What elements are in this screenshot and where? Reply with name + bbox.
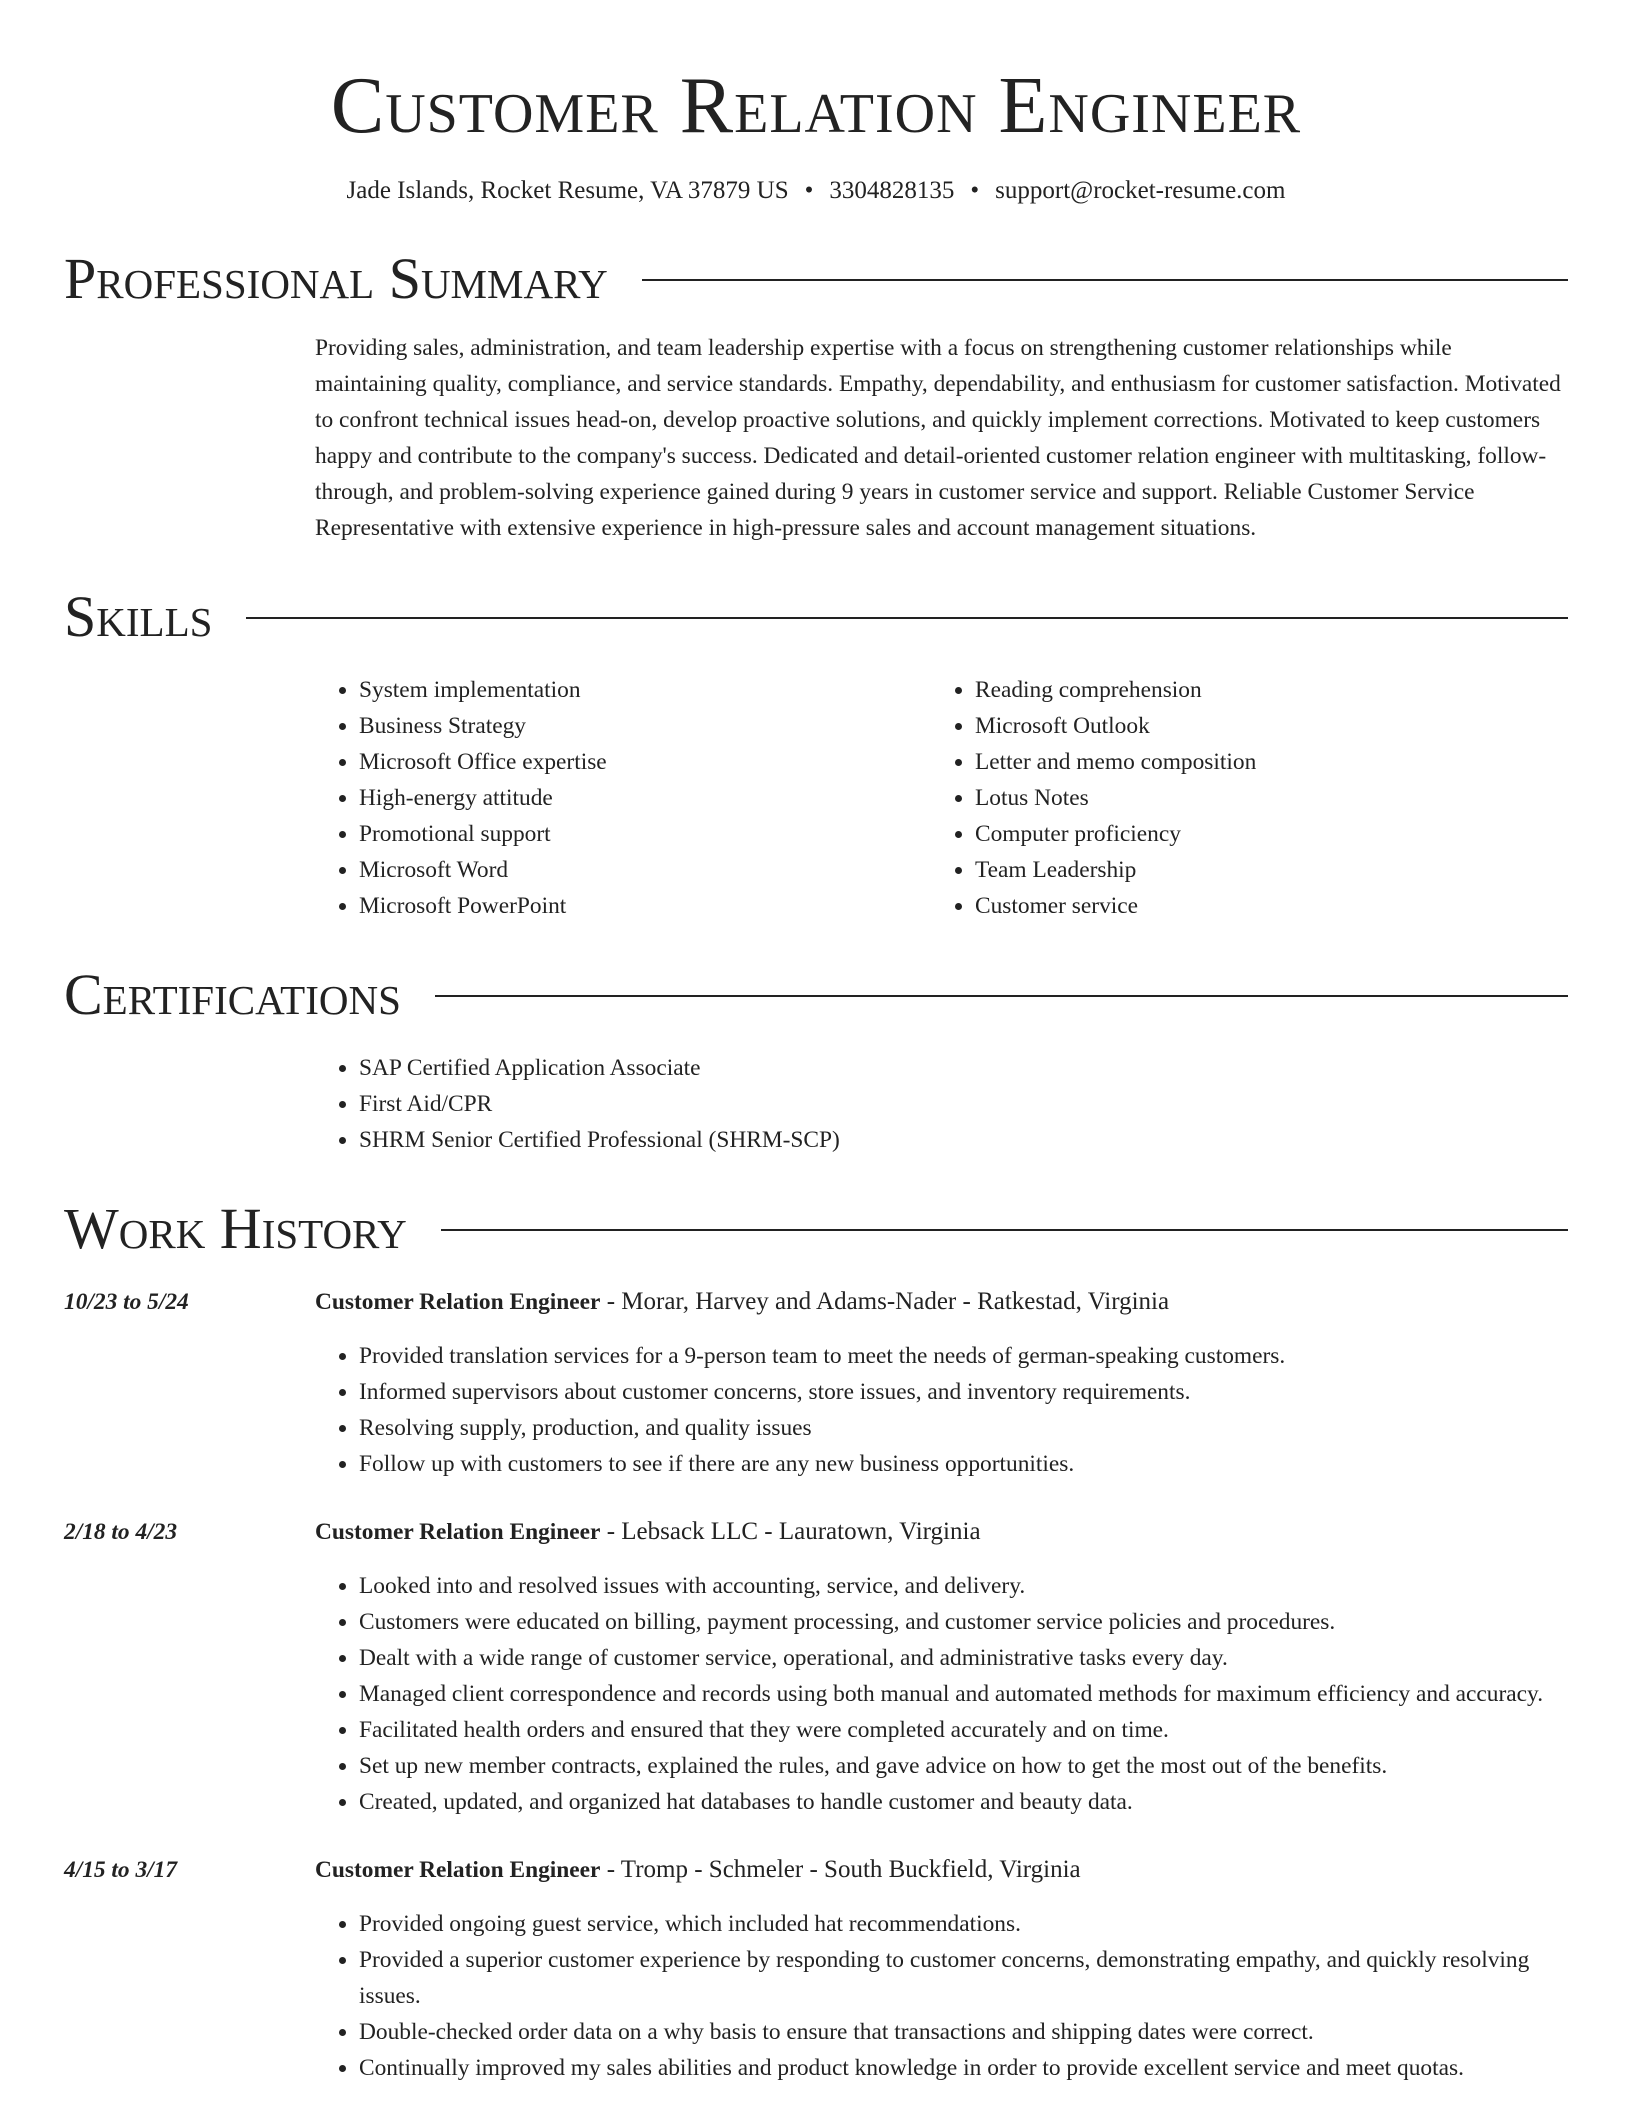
job-bullet: • Informed supervisors about customer concerns, store issues, and inventory requirements. <box>359 1374 1568 1410</box>
job-dates: 4/15 to 3/17 <box>64 1857 178 1883</box>
job-company-location: - Tromp - Schmeler - South Buckfield, Virginia <box>600 1856 1081 1883</box>
job-heading <box>315 1284 1568 1320</box>
job-bullet: • Provided translation services for a 9-person team to meet the needs of german-speaking customers. <box>359 1338 1568 1374</box>
resume-title: Customer Relation Engineer <box>330 62 1302 150</box>
skill-item: • Microsoft PowerPoint <box>359 888 931 924</box>
skills-heading: Skills <box>64 584 213 649</box>
job-bullet: • Looked into and resolved issues with accounting, service, and delivery. <box>359 1568 1568 1604</box>
section-divider <box>435 995 1568 997</box>
job-bullet: • Customers were educated on billing, payment processing, and customer service policies and procedures. <box>359 1604 1568 1640</box>
job-bullet: • Provided a superior customer experience by responding to customer concerns, demonstrating empathy, and quickly resolving issues. <box>359 1942 1568 2014</box>
skill-item: • Business Strategy <box>359 708 931 744</box>
resume-page <box>64 0 1568 2086</box>
skill-item: • System implementation <box>359 672 931 708</box>
skill-item: • Microsoft Word <box>359 852 931 888</box>
skill-item: • Computer proficiency <box>975 816 1547 852</box>
summary-heading: Professional Summary <box>64 246 608 311</box>
skills-list-left <box>315 672 931 924</box>
skill-item: • Letter and memo composition <box>975 744 1547 780</box>
skills-column-right <box>931 672 1547 924</box>
skills-section-header <box>64 584 1568 650</box>
job-details <box>315 1284 1568 1482</box>
contact-separator: • <box>804 177 814 204</box>
certification-item: • SAP Certified Application Associate <box>359 1050 1568 1086</box>
job-bullet: • Facilitated health orders and ensured that they were completed accurately and on time. <box>359 1712 1568 1748</box>
job-bullet: • Follow up with customers to see if there are any new business opportunities. <box>359 1446 1568 1482</box>
section-divider <box>246 617 1568 619</box>
skill-item: • Promotional support <box>359 816 931 852</box>
job-bullet: • Set up new member contracts, explained the rules, and gave advice on how to get the most out of the benefits. <box>359 1748 1568 1784</box>
job-entry <box>64 1852 1568 2086</box>
contact-address: Jade Islands, Rocket Resume, VA 37879 US <box>346 177 789 204</box>
job-bullet: • Managed client correspondence and records using both manual and automated methods for maximum efficiency and accuracy. <box>359 1676 1568 1712</box>
skills-column-left <box>315 672 931 924</box>
skill-item: • Lotus Notes <box>975 780 1547 816</box>
skills-section <box>315 672 1568 924</box>
job-bullet: • Resolving supply, production, and quality issues <box>359 1410 1568 1446</box>
job-dates: 10/23 to 5/24 <box>64 1289 189 1315</box>
job-entry <box>64 1514 1568 1820</box>
contact-separator: • <box>970 177 980 204</box>
job-company-location: - Lebsack LLC - Lauratown, Virginia <box>600 1518 981 1545</box>
job-role: Customer Relation Engineer <box>315 1857 601 1883</box>
skill-item: • Microsoft Outlook <box>975 708 1547 744</box>
certification-item: • SHRM Senior Certified Professional (SHRM-SCP) <box>359 1122 1568 1158</box>
job-heading <box>315 1852 1568 1888</box>
job-details <box>315 1514 1568 1820</box>
job-company-location: - Morar, Harvey and Adams-Nader - Ratkestad, Virginia <box>600 1288 1170 1315</box>
job-bullet: • Dealt with a wide range of customer service, operational, and administrative tasks every day. <box>359 1640 1568 1676</box>
work-history-heading: Work History <box>64 1196 407 1261</box>
contact-email[interactable]: support@rocket-resume.com <box>995 177 1286 204</box>
job-entry <box>64 1284 1568 1482</box>
skills-list-right <box>931 672 1547 924</box>
certifications-section-header <box>64 962 1568 1028</box>
section-divider <box>441 1229 1568 1231</box>
contact-line <box>64 174 1568 208</box>
certifications-section <box>315 1050 1568 1158</box>
job-bullet-list <box>315 1568 1568 1820</box>
certifications-list <box>315 1050 1568 1158</box>
summary-text: Providing sales, administration, and team leadership expertise with a focus on strengthening customer relationships while maintaining quality, compliance, and service standards. Empathy, dependability, and enthusiasm for customer satisfaction. Motivated to confront technical issues head-on, develop proactive solutions, and quickly implement corrections. Motivated to keep customers happy and contribute to the company's success. Dedicated and detail-oriented customer relation engineer with multitasking, follow-through, and problem-solving experience gained during 9 years in customer service and support. Reliable Customer Service Representative with extensive experience in high-pressure sales and account management situations. <box>315 335 1561 541</box>
skill-item: • Microsoft Office expertise <box>359 744 931 780</box>
section-divider <box>642 279 1568 281</box>
skill-item: • Team Leadership <box>975 852 1547 888</box>
job-details <box>315 1852 1568 2086</box>
job-bullet: • Created, updated, and organized hat databases to handle customer and beauty data. <box>359 1784 1568 1820</box>
contact-phone[interactable]: 3304828135 <box>829 177 955 204</box>
job-bullet: • Provided ongoing guest service, which included hat recommendations. <box>359 1906 1568 1942</box>
job-dates: 2/18 to 4/23 <box>64 1519 178 1545</box>
work-history-section-header <box>64 1196 1568 1262</box>
job-heading <box>315 1514 1568 1550</box>
skill-item: • Reading comprehension <box>975 672 1547 708</box>
job-role: Customer Relation Engineer <box>315 1519 601 1545</box>
certifications-heading: Certifications <box>64 962 401 1027</box>
skill-item: • Customer service <box>975 888 1547 924</box>
job-bullet: • Continually improved my sales abilities and product knowledge in order to provide excellent service and meet quotas. <box>359 2050 1568 2086</box>
certification-item: • First Aid/CPR <box>359 1086 1568 1122</box>
job-bullet-list <box>315 1906 1568 2086</box>
skill-item: • High-energy attitude <box>359 780 931 816</box>
job-bullet-list <box>315 1338 1568 1482</box>
summary-section-header <box>64 246 1568 312</box>
job-role: Customer Relation Engineer <box>315 1289 601 1315</box>
summary-section <box>315 330 1568 546</box>
job-bullet: • Double-checked order data on a why basis to ensure that transactions and shipping dates were correct. <box>359 2014 1568 2050</box>
